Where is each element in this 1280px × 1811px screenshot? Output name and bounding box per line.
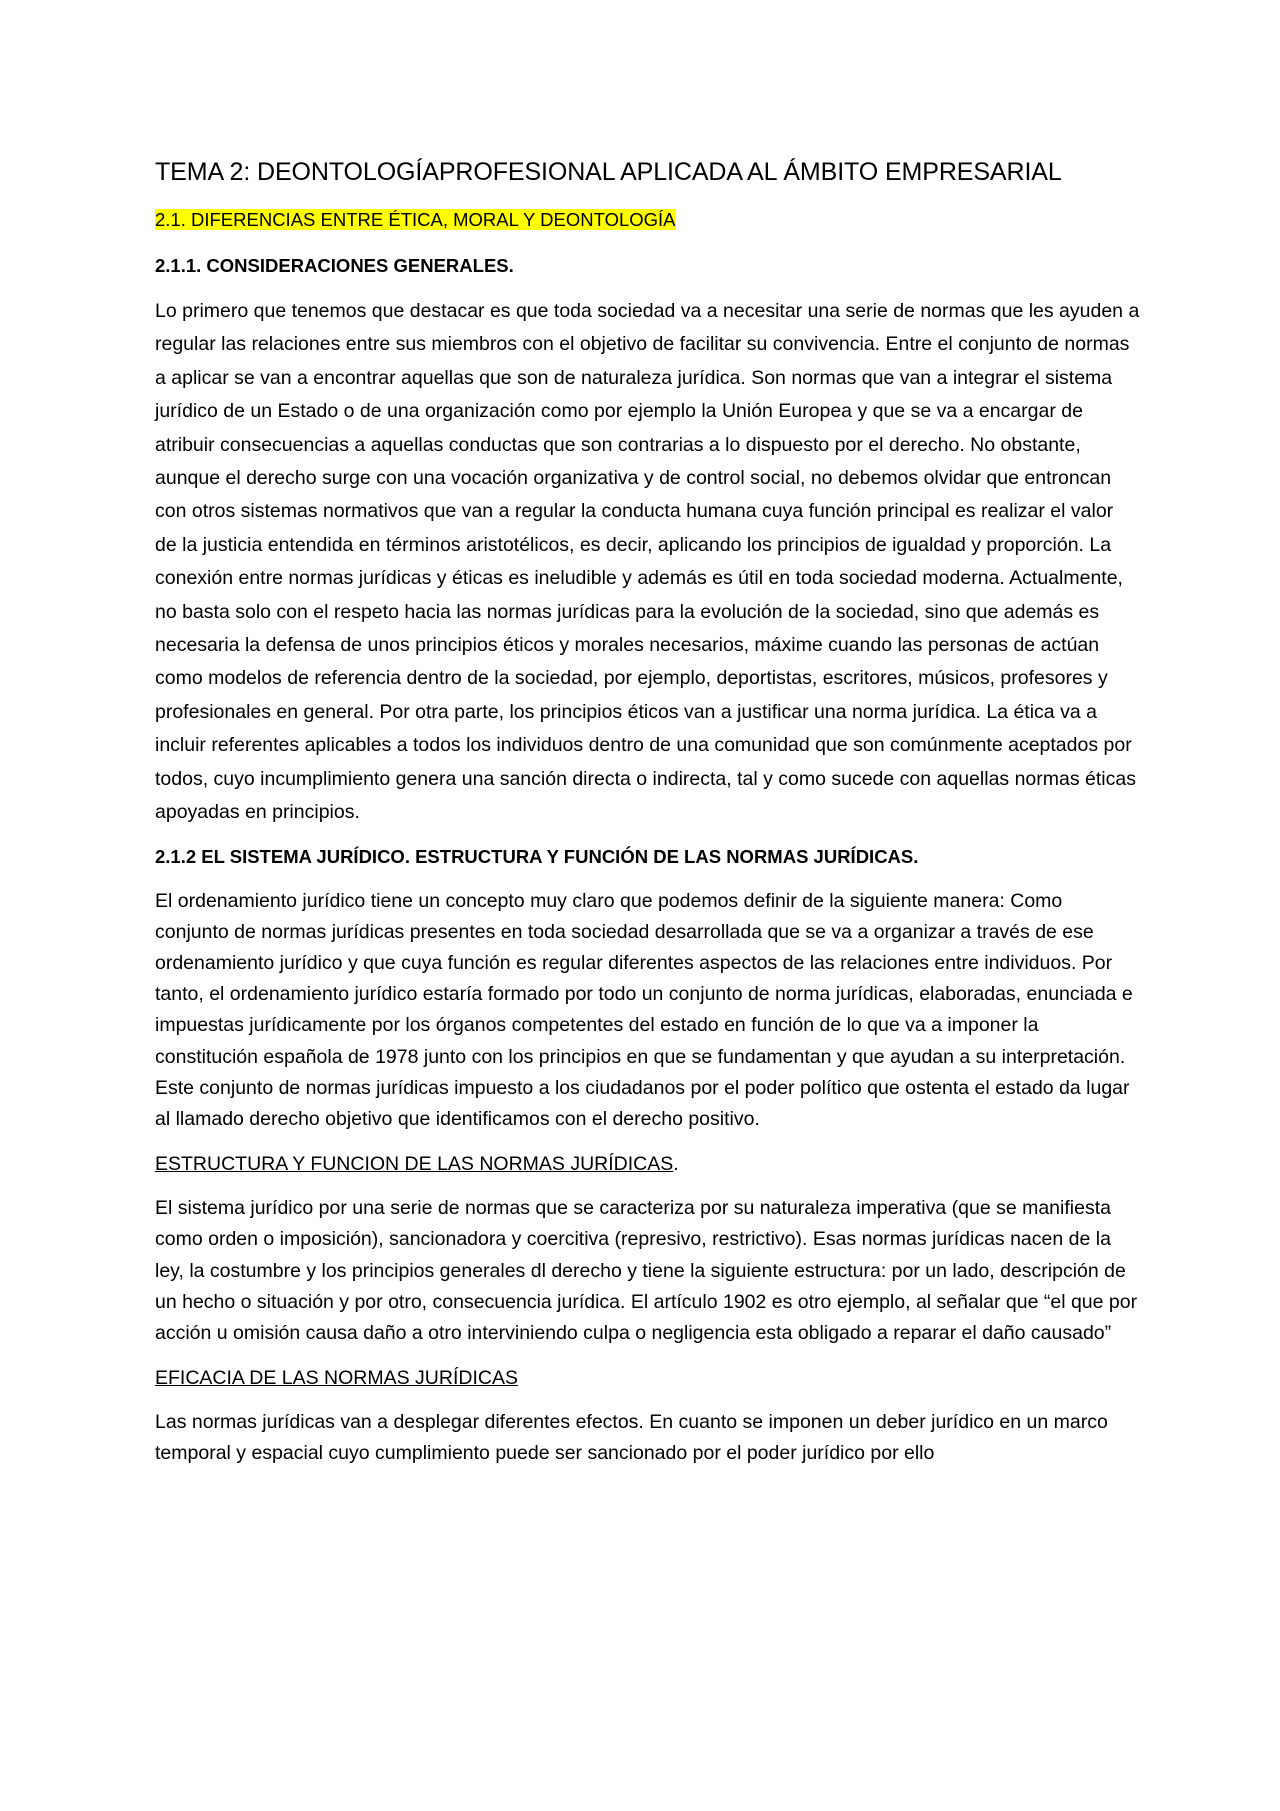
structure-paragraph: El sistema jurídico por una serie de normas que se caracteriza por su naturaleza imperativa (que se manifiesta como orden o imposición), sancionadora y coercitiva (represivo, restrictivo). Esas normas jurídicas nacen de la ley, la costumbre y los principios generales dl derecho y tiene la siguiente estructura: por un lado, descripción de un hecho o situación y por otro, consecuencia jurídica. El artículo 1902 es otro ejemplo, al señalar que “el que por acción u omisión causa daño a otro interviniendo culpa o negligencia esta obligado a reparar el daño causado” bbox=[155, 1197, 1138, 1344]
document-page bbox=[155, 155, 1140, 1484]
structure-heading-suffix: . bbox=[673, 1153, 679, 1176]
subsection-2-heading: 2.1.2 EL SISTEMA JURÍDICO. ESTRUCTURA Y FUNCIÓN DE LAS NORMAS JURÍDICAS. bbox=[155, 845, 919, 867]
subsection-1-heading: 2.1.1. CONSIDERACIONES GENERALES. bbox=[155, 255, 514, 276]
efficacy-heading bbox=[155, 1363, 1140, 1393]
efficacy-paragraph: Las normas jurídicas van a desplegar diferentes efectos. En cuanto se imponen un deber jurídico en un marco temporal y espacial cuyo cumplimiento puede ser sancionado por el poder jurídico por ello bbox=[155, 1411, 1108, 1465]
subsection-2-paragraph: El ordenamiento jurídico tiene un concepto muy claro que podemos definir de la siguiente manera: Como conjunto de normas jurídicas presentes en toda sociedad desarrollada que se va a organizar a través de ese ordenamiento jurídico y que cuya función es regular diferentes aspectos de las relaciones entre individuos. Por tanto, el ordenamiento jurídico estaría formado por todo un conjunto de norma jurídicas, elaboradas, enunciada e impuestas jurídicamente por los órganos competentes del estado en función de lo que va a imponer la constitución española de 1978 junto con los principios en que se fundamentan y que ayudan a su interpretación. Este conjunto de normas jurídicas impuesto a los ciudadanos por el poder político que ostenta el estado da lugar al llamado derecho objetivo que identificamos con el derecho positivo. bbox=[155, 889, 1133, 1130]
structure-heading bbox=[155, 1149, 1140, 1179]
subsection-1-paragraph: Lo primero que tenemos que destacar es que toda sociedad va a necesitar una serie de normas que les ayuden a regular las relaciones entre sus miembros con el objetivo de facilitar su convivencia. Entre el conjunto de normas a aplicar se van a encontrar aquellas que son de naturaleza jurídica. Son normas que van a integrar el sistema jurídico de un Estado o de una organización como por ejemplo la Unión Europea y que se va a encargar de atribuir consecuencias a aquellas conductas que son contrarias a lo dispuesto por el derecho. No obstante, aunque el derecho surge con una vocación organizativa y de control social, no debemos olvidar que entroncan con otros sistemas normativos que van a regular la conducta humana cuya función principal es realizar el valor de la justicia entendida en términos aristotélicos, es decir, aplicando los principios de igualdad y proporción. La conexión entre normas jurídicas y éticas es ineludible y además es útil en toda sociedad moderna. Actualmente, no basta solo con el respeto hacia las normas jurídicas para la evolución de la sociedad, sino que además es necesaria la defensa de unos principios éticos y morales necesarios, máxime cuando las personas de actúan como modelos de referencia dentro de la sociedad, por ejemplo, deportistas, escritores, músicos, profesores y profesionales en general. Por otra parte, los principios éticos van a justificar una norma jurídica. La ética va a incluir referentes aplicables a todos los individuos dentro de una comunidad que son comúnmente aceptados por todos, cuyo incumplimiento genera una sanción directa o indirecta, tal y como sucede con aquellas normas éticas apoyadas en principios. bbox=[155, 300, 1140, 824]
document-title: TEMA 2: DEONTOLOGÍAPROFESIONAL APLICADA AL ÁMBITO EMPRESARIAL bbox=[155, 158, 1062, 186]
structure-heading-text: ESTRUCTURA Y FUNCION DE LAS NORMAS JURÍDICAS bbox=[155, 1153, 674, 1176]
highlighted-section-title: 2.1. DIFERENCIAS ENTRE ÉTICA, MORAL Y DEONTOLOGÍA bbox=[155, 209, 676, 230]
section-heading bbox=[155, 207, 1140, 233]
efficacy-heading-text: EFICACIA DE LAS NORMAS JURÍDICAS bbox=[155, 1367, 518, 1390]
